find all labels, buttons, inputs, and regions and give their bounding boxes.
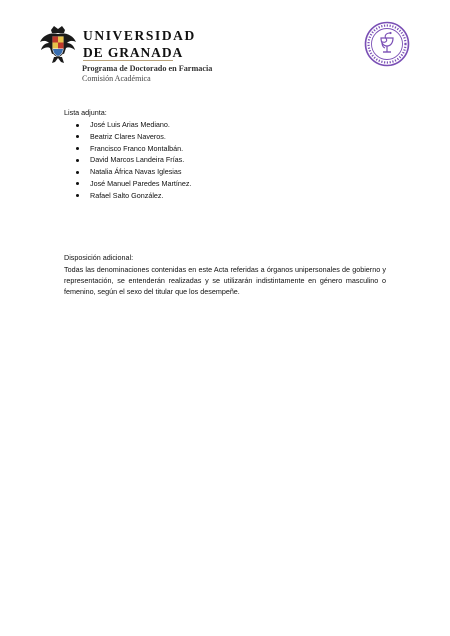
list-item [76, 131, 191, 143]
bullet-icon [76, 171, 79, 174]
disposition-text: Todas las denominaciones contenidas en este Acta referidas a órganos unipersonales de gobierno y representación, se entenderán realizadas y se utilizarán indistintamente en género masculino o femenino, según el sexo del titular que los desempeñe. [64, 265, 386, 297]
list-item [76, 190, 191, 202]
university-wordmark [83, 29, 196, 59]
bullet-icon [76, 124, 79, 127]
list-item-text: David Marcos Landeira Frías. [90, 155, 185, 165]
names-list [76, 119, 191, 202]
pharmacy-seal-icon [364, 21, 410, 67]
list-item-text: José Luis Arias Mediano. [90, 120, 170, 129]
program-subtitle: Comisión Académica [82, 74, 151, 83]
bullet-icon [76, 159, 79, 162]
list-item-text: Beatriz Clares Naveros. [90, 131, 166, 141]
list-item-text: José Manuel Paredes Martínez. [90, 178, 192, 188]
disposition-heading: Disposición adicional: [64, 253, 134, 262]
university-crest-icon [37, 24, 79, 66]
list-item [76, 178, 191, 190]
bullet-icon [76, 194, 79, 197]
header-divider [83, 60, 173, 61]
bullet-icon [76, 135, 79, 138]
list-item-text: Rafael Salto González. [90, 190, 164, 200]
program-title: Programa de Doctorado en Farmacia [82, 64, 213, 73]
list-item [76, 154, 191, 166]
list-item-text: Natalia África Navas Iglesias [90, 167, 182, 177]
list-item [76, 119, 191, 131]
university-name-line1: UNIVERSIDAD [83, 28, 196, 43]
list-heading: Lista adjunta: [64, 108, 107, 117]
list-item-text: Francisco Franco Montalbán. [90, 143, 184, 153]
bullet-icon [76, 182, 79, 185]
list-item [76, 143, 191, 155]
list-item [76, 166, 191, 178]
bullet-icon [76, 147, 79, 150]
university-name-line2: DE GRANADA [83, 44, 184, 60]
